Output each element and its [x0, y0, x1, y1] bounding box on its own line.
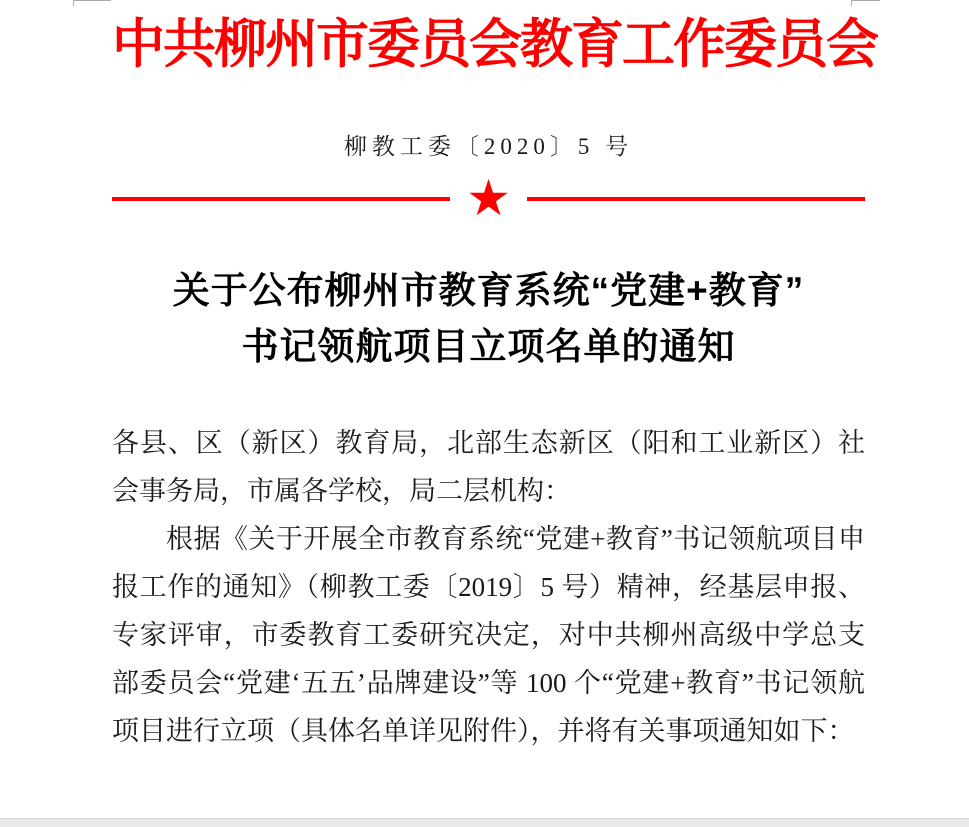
addressee-paragraph: 各县、区（新区）教育局，北部生态新区（阳和工业新区）社会事务局，市属各学校，局二层机构： [112, 428, 865, 506]
horizontal-scrollbar-track[interactable] [0, 818, 969, 827]
document-title-line2: 书记领航项目立项名单的通知 [241, 326, 736, 367]
page-boundary-mark-right [851, 0, 880, 6]
document-title-line1: 关于公布柳州市教育系统“党建+教育” [172, 270, 805, 311]
red-rule-left [112, 197, 450, 201]
document-title [112, 263, 865, 375]
page-boundary-mark-left [73, 0, 111, 6]
red-rule-right [527, 197, 865, 201]
document-body [112, 419, 865, 755]
star-icon: ★ [466, 170, 511, 226]
issuing-org-title: 中共柳州市委员会教育工作委员会 [112, 16, 877, 74]
red-divider [112, 170, 865, 226]
document-number: 柳教工委〔2020〕5 号 [343, 134, 634, 159]
body-paragraph-1: 根据《关于开展全市教育系统“党建+教育”书记领航项目申报工作的通知》（柳教工委〔2019〕5 号）精神，经基层申报、专家评审，市委教育工委研究决定，对中共柳州高级中学总支部委员会“党建‘五五’品牌建设”等 100 个“党建+教育”书记领航项目进行立项（具体名单详见附件），并将有关事项通知如下： [112, 524, 865, 746]
